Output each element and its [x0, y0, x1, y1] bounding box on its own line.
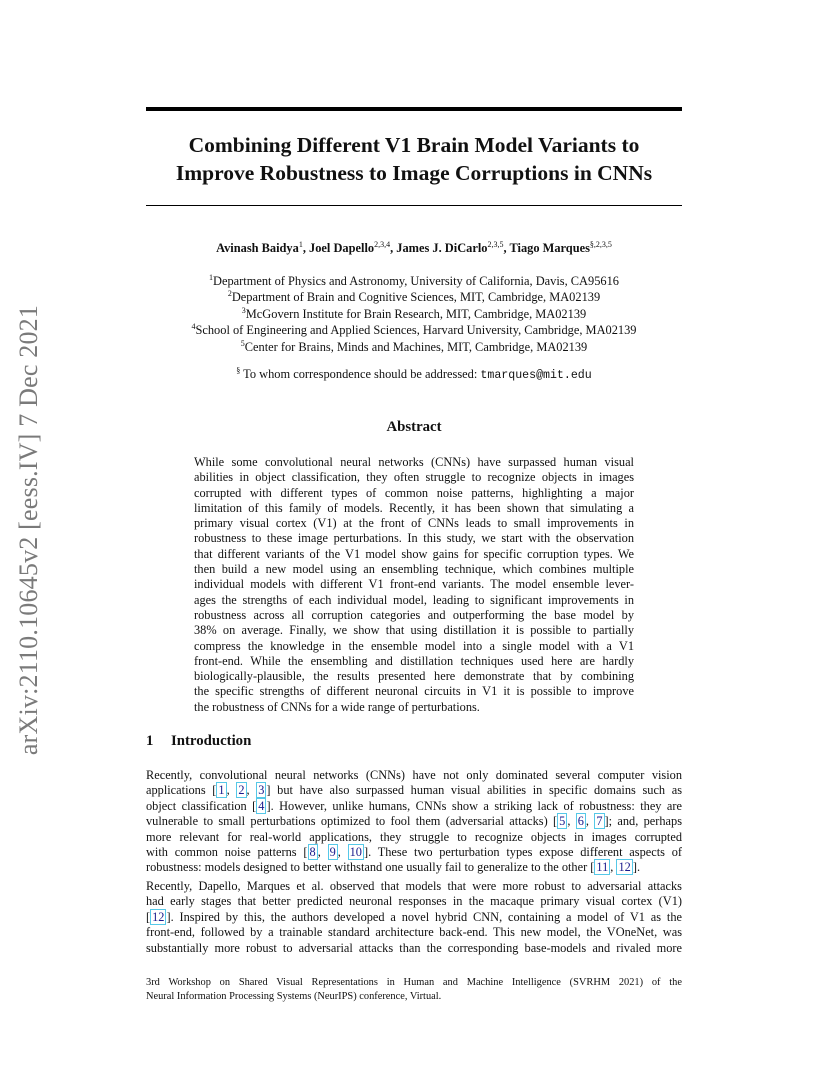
affiliation — [100, 322, 728, 338]
citation-link[interactable]: 3 — [258, 783, 265, 798]
correspondence-note — [100, 367, 728, 382]
abstract-line: robustness to these image perturbations. In this study, we start with the observation — [194, 531, 634, 546]
venue-footnote — [146, 976, 682, 1004]
footnote-line: Neural Information Processing Systems (NeurIPS) conference, Virtual. — [146, 991, 442, 1002]
affiliation-text: Department of Physics and Astronomy, University of California, Davis, CA95616 — [213, 274, 619, 288]
paragraph-line: Recently, convolutional neural networks (CNNs) have not only dominated several computer vision — [146, 768, 682, 782]
footnote-line: 3rd Workshop on Shared Visual Representations in Human and Machine Intelligence (SVRHM 2021) of the — [146, 977, 682, 988]
section-heading — [146, 733, 251, 750]
intro-paragraph-1 — [146, 768, 682, 876]
affiliation-sup: 3 — [241, 305, 246, 315]
paper-title — [130, 131, 698, 187]
abstract-line: the specific strengths of different neuronal circuits in V1 it is possible to improve — [194, 684, 634, 699]
paragraph-line: with common noise patterns [ 8 , 9 , 10 ]. These two perturbation types expose different aspects of — [146, 845, 683, 860]
affiliation-text: Center for Brains, Minds and Machines, MIT, Cambridge, MA02139 — [244, 339, 588, 354]
section-title: Introduction — [171, 733, 252, 749]
abstract-line: that different variants of the V1 model show gains for specific corruption types. We — [194, 546, 634, 561]
citation-link[interactable]: 4 — [258, 798, 265, 813]
citation-link[interactable]: 2 — [238, 783, 245, 798]
affiliation-sup: 1 — [209, 273, 214, 282]
paragraph-line: vulnerable to small perturbations optimized to fool them (adversarial attacks) [ 5 , 6 , 7 ]; and, perhaps — [146, 814, 683, 829]
paragraph-line: substantially more robust to adversarial attacks than the corresponding base-models and rivaled more — [146, 940, 682, 955]
abstract-line: 38% on average. Finally, we show that using distillation it is possible to partially — [194, 623, 634, 638]
correspondence-text: To whom correspondence should be addressed: — [243, 367, 478, 381]
abstract-line: front-end. While the ensembling and distillation techniques used here are hardly — [194, 653, 634, 668]
affiliation — [100, 273, 728, 289]
abstract-line: limitation of this family of models. Recently, it has been shown that simulating a — [194, 500, 634, 515]
arxiv-identifier — [6, 290, 52, 770]
paragraph-line: Recently, Dapello, Marques et al. observed that models that were more robust to adversarial attacks — [146, 879, 682, 893]
abstract-heading: Abstract — [386, 419, 442, 435]
abstract-line: corrupted with different types of common noise patterns, highlighting a major — [194, 485, 634, 500]
author-name: Avinash Baidya — [216, 241, 299, 255]
correspondence-sup: § — [236, 366, 241, 375]
abstract-line: biologically-plausible, the results presented here demonstrate that by combining — [194, 669, 634, 684]
abstract-line: robustness across all corruption categories and outperforming the base model by — [194, 607, 634, 622]
abstract-line: the robustness of CNNs for a wide range of perturbations. — [194, 699, 480, 714]
citation-link[interactable]: 12 — [152, 909, 165, 924]
affiliation-list — [100, 273, 728, 355]
abstract-line: While some convolutional neural networks (CNNs) have surpassed human visual — [194, 455, 634, 469]
citation-link[interactable]: 1 — [218, 783, 225, 798]
author-sup: §,2,3,5 — [589, 240, 612, 249]
affiliation-sup: 5 — [240, 338, 245, 348]
citation-link[interactable]: 9 — [329, 845, 336, 860]
author-sup: 2,3,5 — [487, 240, 504, 249]
abstract-line: individual models with different V1 front-end variants. The model ensemble lever- — [194, 577, 634, 592]
author-sup: 1 — [298, 240, 303, 249]
affiliation-text: Department of Brain and Cognitive Sciences, MIT, Cambridge, MA02139 — [231, 290, 601, 305]
section-number: 1 — [146, 733, 154, 749]
paragraph-line: had early stages that better predicted neuronal responses in the macaque primary visual cortex (V1) — [146, 894, 682, 909]
affiliation-sup: 4 — [191, 322, 196, 332]
title-rule-top — [146, 107, 682, 111]
affiliation-text: McGovern Institute for Brain Research, MIT, Cambridge, MA02139 — [245, 306, 587, 321]
arxiv-identifier-text: arXiv:2110.10645v2 [eess.IV] 7 Dec 2021 — [14, 304, 43, 756]
title-line-1: Combining Different V1 Brain Model Variants to — [188, 133, 640, 157]
paragraph-line: more relevant for real-world applications, they struggle to recognize objects in images corrupted — [146, 829, 682, 844]
author-name: James J. DiCarlo — [396, 241, 488, 255]
citation-link[interactable]: 11 — [596, 860, 609, 875]
affiliation-sup: 2 — [227, 289, 232, 299]
affiliation — [100, 306, 728, 322]
paragraph-line: [ 12 ]. Inspired by this, the authors developed a novel hybrid CNN, containing a model of V1 as the — [146, 909, 682, 924]
affiliation-text: School of Engineering and Applied Sciences, Harvard University, Cambridge, MA02139 — [195, 323, 637, 338]
abstract-body — [194, 455, 634, 715]
citation-link[interactable]: 7 — [596, 814, 603, 829]
author-list: Avinash Baidya$^1$, Joel Dapello$^{2,3,4}$, James J. DiCarlo$^{2,3,5}$, Tiago Marques$^{\S,2,3,5}$ — [216, 240, 612, 255]
abstract-line: then build a new model using an ensembling technique, which combines multiple — [194, 562, 634, 577]
citation-link[interactable]: 12 — [618, 860, 631, 875]
citation-link[interactable]: 8 — [309, 845, 316, 860]
citation-link[interactable]: 10 — [349, 845, 362, 860]
abstract-line: compress the knowledge in the ensemble model into a single model with a V1 — [194, 638, 634, 653]
paragraph-line: robustness: models designed to better withstand one usually fail to generalize to the other [ 11 , 12 ]. — [146, 860, 641, 875]
author-sup: 2,3,4 — [374, 240, 391, 249]
abstract-line: abilities in object classification, they often struggle to recognize objects in images — [194, 470, 634, 485]
citation-link[interactable]: 6 — [577, 814, 584, 829]
author-name: Tiago Marques — [509, 241, 590, 255]
abstract-line: primary visual cortex (V1) at the front of CNNs leads to small improvements in — [194, 516, 634, 531]
citation-link[interactable]: 5 — [559, 814, 566, 829]
correspondence-email[interactable]: tmarques@mit.edu — [480, 369, 592, 382]
abstract-line: ages the strengths of each individual model, leading to significant improvements in — [194, 592, 634, 607]
affiliation — [100, 289, 728, 305]
author-name: Joel Dapello — [309, 241, 375, 255]
title-line-2: Improve Robustness to Image Corruptions in CNNs — [175, 161, 653, 185]
paragraph-line: front-end, followed by a trainable standard architecture back-end. This new model, the VOneNet, was — [146, 925, 682, 940]
paragraph-line: object classification [ 4 ]. However, unlike humans, CNNs show a striking lack of robustness: they are — [146, 798, 682, 813]
affiliation — [100, 339, 728, 355]
intro-paragraph-2 — [146, 879, 682, 956]
paragraph-line: applications [ 1 , 2 , 3 ] but have also surpassed human visual abilities in specific domains such as — [146, 783, 683, 798]
title-rule-bottom — [146, 205, 682, 206]
